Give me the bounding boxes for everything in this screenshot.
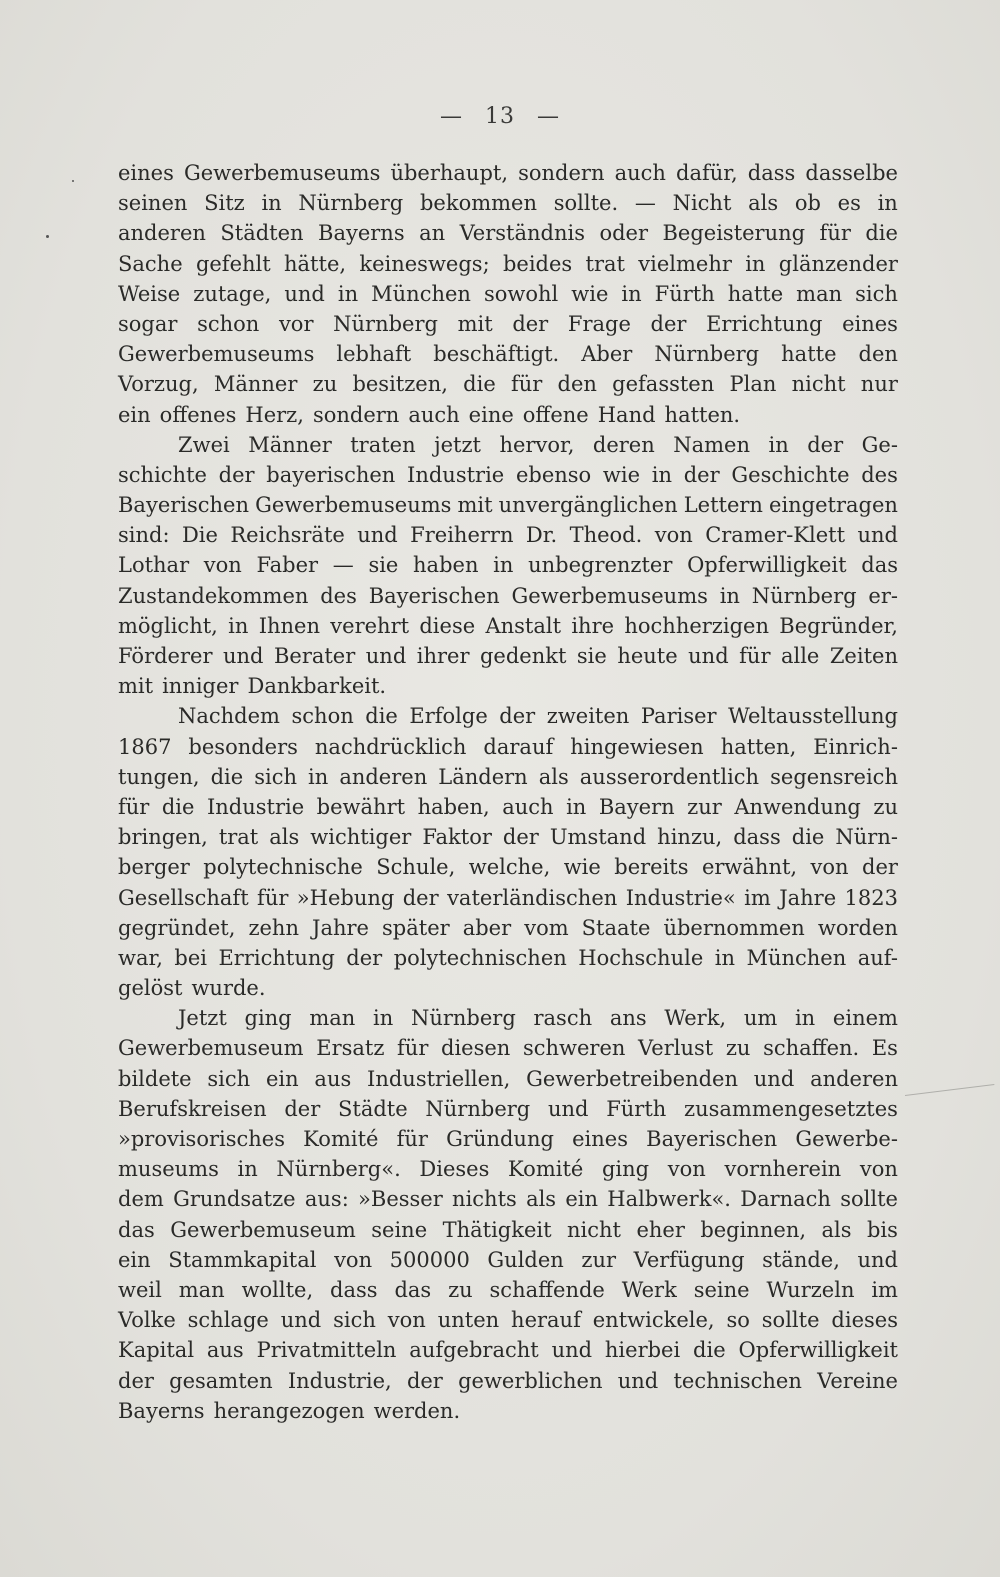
text-line: war, bei Errichtung der polytechnischen Hochschule in München auf- — [118, 945, 898, 970]
text-line: Vorzug, Männer zu besitzen, die für den gefassten Plan nicht nur — [118, 372, 898, 397]
text-line: Nachdem schon die Erfolge der zweiten Pariser Weltausstellung — [178, 704, 898, 729]
text-line: 1867 besonders nachdrücklich darauf hingewiesen hatten, Einrich- — [118, 734, 898, 759]
pencil-stroke — [905, 1084, 994, 1096]
text-line: Bayerns herangezogen werden. — [118, 1398, 461, 1423]
text-line: Lothar von Faber — sie haben in unbegrenzter Opferwilligkeit das — [118, 553, 898, 578]
text-line: museums in Nürnberg«. Dieses Komité ging von vornherein von — [118, 1157, 898, 1182]
text-line: anderen Städten Bayerns an Verständnis oder Begeisterung für die — [118, 221, 898, 246]
text-line: weil man wollte, dass das zu schaffende Werk seine Wurzeln im — [118, 1277, 898, 1302]
text-line: Zwei Männer traten jetzt hervor, deren Namen in der Ge- — [178, 432, 898, 457]
text-line: dem Grundsatze aus: »Besser nichts als ein Halbwerk«. Darnach sollte — [118, 1187, 898, 1212]
text-line: Förderer und Berater und ihrer gedenkt sie heute und für alle Zeiten — [118, 644, 898, 668]
text-line: Gewerbemuseum Ersatz für diesen schweren Verlust zu schaffen. Es — [118, 1036, 898, 1061]
text-line: seinen Sitz in Nürnberg bekommen sollte. — Nicht als ob es in — [118, 191, 898, 216]
header-dash-left: — — [440, 104, 463, 129]
margin-dot — [72, 180, 74, 182]
text-line: ein Stammkapital von 500000 Gulden zur Verfügung stände, und — [118, 1247, 898, 1272]
text-line: eines Gewerbemuseums überhaupt, sondern auch dafür, dass dasselbe — [118, 161, 898, 185]
text-line: bildete sich ein aus Industriellen, Gewerbetreibenden und anderen — [118, 1066, 898, 1091]
page-header — [0, 104, 1000, 129]
body-text — [118, 158, 898, 1426]
text-line: tungen, die sich in anderen Ländern als ausserordentlich segensreich — [118, 764, 898, 789]
text-line: berger polytechnische Schule, welche, wie bereits erwähnt, von der — [118, 855, 898, 880]
text-line: der gesamten Industrie, der gewerblichen und technischen Vereine — [118, 1368, 898, 1393]
text-line: Sache gefehlt hätte, keineswegs; beides trat vielmehr in glänzender — [118, 251, 898, 276]
text-line: Zustandekommen des Bayerischen Gewerbemuseums in Nürnberg er- — [118, 583, 898, 608]
paragraph — [118, 430, 898, 702]
text-line: Kapital aus Privatmitteln aufgebracht und hierbei die Opferwilligkeit — [118, 1338, 898, 1363]
text-line: Gewerbemuseums lebhaft beschäftigt. Aber Nürnberg hatte den — [118, 342, 898, 367]
text-line: bringen, trat als wichtiger Faktor der Umstand hinzu, dass die Nürn- — [118, 825, 898, 850]
paragraph — [118, 158, 898, 430]
paragraph — [118, 701, 898, 1003]
text-line: gegründet, zehn Jahre später aber vom Staate übernommen worden — [118, 915, 898, 940]
page-number: 13 — [485, 104, 515, 129]
text-line: für die Industrie bewährt haben, auch in Bayern zur Anwendung zu — [118, 794, 898, 819]
text-line: sogar schon vor Nürnberg mit der Frage der Errichtung eines — [118, 311, 898, 336]
text-line: Jetzt ging man in Nürnberg rasch ans Werk, um in einem — [178, 1006, 898, 1031]
text-line: »provisorisches Komité für Gründung eines Bayerischen Gewerbe- — [118, 1127, 898, 1151]
text-line: das Gewerbemuseum seine Thätigkeit nicht eher beginnen, als bis — [118, 1217, 898, 1242]
text-line: sind: Die Reichsräte und Freiherrn Dr. Theod. von Cramer-Klett und — [118, 523, 898, 548]
margin-dot — [46, 235, 49, 238]
text-line: Berufskreisen der Städte Nürnberg und Fürth zusammengesetztes — [118, 1096, 898, 1121]
text-line: Gesellschaft für »Hebung der vaterländischen Industrie« im Jahre 1823 — [118, 885, 898, 910]
text-line: Bayerischen Gewerbemuseums mit unvergänglichen Lettern eingetragen — [118, 493, 898, 518]
text-line: Volke schlage und sich von unten herauf entwickele, so sollte dieses — [118, 1308, 898, 1333]
text-line: möglicht, in Ihnen verehrt diese Anstalt ihre hochherzigen Begründer, — [118, 613, 898, 638]
text-line: mit inniger Dankbarkeit. — [118, 674, 387, 699]
text-line: schichte der bayerischen Industrie ebenso wie in der Geschichte des — [118, 462, 898, 487]
text-line: gelöst wurde. — [118, 976, 266, 1001]
header-dash-right: — — [537, 104, 560, 129]
paragraph — [118, 1003, 898, 1426]
text-line: Weise zutage, und in München sowohl wie in Fürth hatte man sich — [118, 281, 898, 306]
text-line: ein offenes Herz, sondern auch eine offene Hand hatten. — [118, 402, 741, 427]
